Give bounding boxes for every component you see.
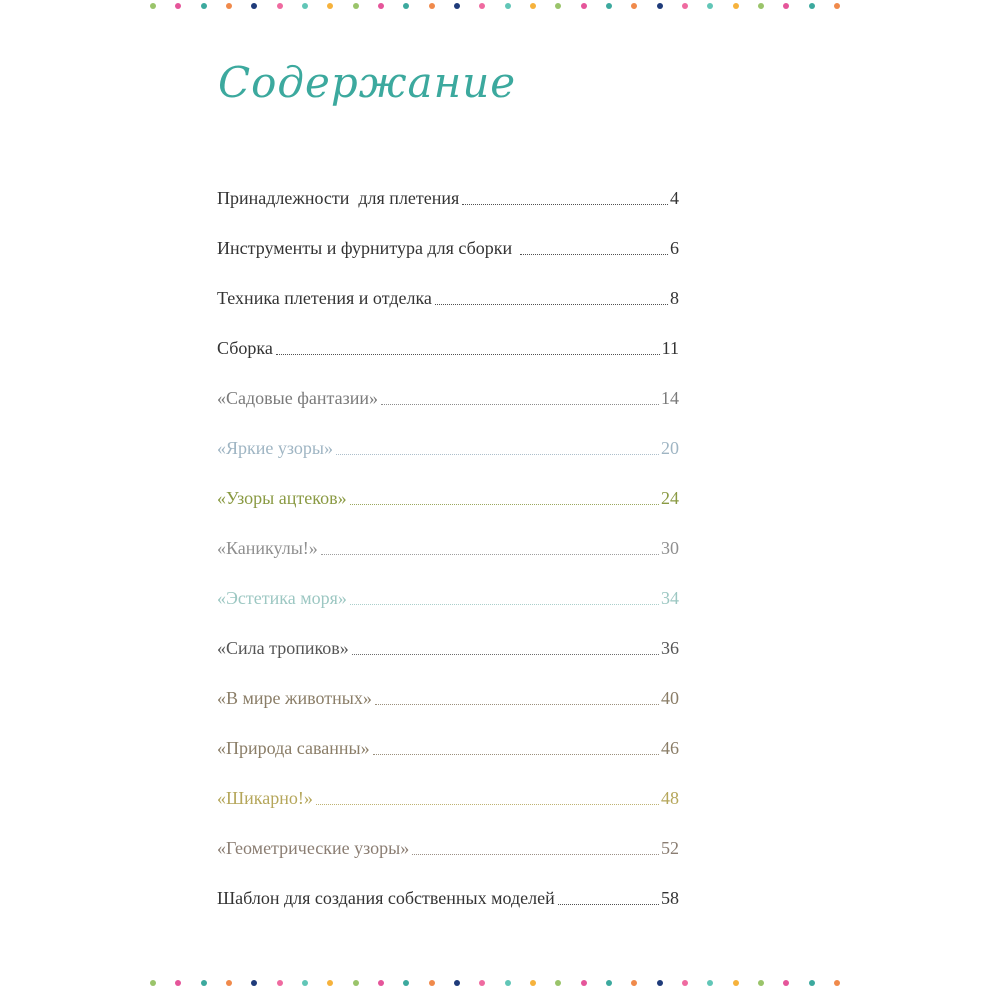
decor-dot [707, 980, 713, 986]
toc-dot-leader [350, 604, 659, 605]
toc-dot-leader [336, 454, 659, 455]
toc-entry [217, 260, 679, 310]
decor-dot [429, 980, 435, 986]
decor-dot [505, 980, 511, 986]
toc-entry-title: «В мире животных» [217, 688, 372, 708]
decor-dot [631, 3, 637, 9]
table-of-contents [217, 160, 679, 910]
decor-dot [378, 980, 384, 986]
toc-entry-title: Техника плетения и отделка [217, 288, 432, 308]
toc-entry [217, 460, 679, 510]
decor-dot [479, 3, 485, 9]
decor-dot [353, 3, 359, 9]
decor-dot [555, 980, 561, 986]
toc-entry-page-number: 11 [661, 338, 679, 358]
toc-entry-title: «Сила тропиков» [217, 638, 349, 658]
decor-dot [733, 980, 739, 986]
toc-entry [217, 660, 679, 710]
decor-dot [783, 3, 789, 9]
toc-dot-leader [352, 654, 659, 655]
decor-dot [479, 980, 485, 986]
toc-entry-title: Принадлежности для плетения [217, 188, 460, 208]
decor-dot [809, 980, 815, 986]
toc-entry-page-number: 8 [670, 288, 679, 308]
toc-entry-page-number: 46 [661, 738, 679, 758]
decor-dot [302, 3, 308, 9]
decor-dot [783, 980, 789, 986]
decor-dot [606, 980, 612, 986]
toc-entry [217, 710, 679, 760]
toc-entry-title: «Шикарно!» [217, 788, 313, 808]
toc-entry-page-number: 58 [661, 888, 679, 908]
decor-dot [327, 3, 333, 9]
decor-dot [733, 3, 739, 9]
decor-dot [581, 3, 587, 9]
toc-entry-page-number: 36 [661, 638, 679, 658]
decor-dot [201, 980, 207, 986]
toc-entry-page-number: 40 [661, 688, 679, 708]
toc-entry-title: «Яркие узоры» [217, 438, 333, 458]
toc-entry [217, 810, 679, 860]
decor-dot [226, 980, 232, 986]
decor-dot [758, 3, 764, 9]
decor-dot [834, 980, 840, 986]
toc-entry [217, 760, 679, 810]
toc-entry-title: «Каникулы!» [217, 538, 318, 558]
decor-dot [150, 3, 156, 9]
toc-entry-title: «Садовые фантазии» [217, 388, 378, 408]
toc-entry-title: «Узоры ацтеков» [217, 488, 347, 508]
toc-dot-leader [520, 254, 668, 255]
decor-dot [454, 3, 460, 9]
decor-dot [403, 980, 409, 986]
decor-dot [631, 980, 637, 986]
decor-dot [555, 3, 561, 9]
toc-dot-leader [381, 404, 659, 405]
decor-dot [327, 980, 333, 986]
decor-dot [150, 980, 156, 986]
decor-dot [581, 980, 587, 986]
toc-entry-title: «Природа саванны» [217, 738, 370, 758]
toc-dot-leader [412, 854, 659, 855]
toc-dot-leader [375, 704, 659, 705]
decor-dot [707, 3, 713, 9]
decor-dot [530, 3, 536, 9]
toc-entry-title: Сборка [217, 338, 273, 358]
toc-entry-page-number: 6 [670, 238, 679, 258]
decor-dot [403, 3, 409, 9]
toc-entry [217, 310, 679, 360]
decor-dot [682, 3, 688, 9]
decor-dot [277, 980, 283, 986]
toc-dot-leader [321, 554, 659, 555]
toc-dot-leader [373, 754, 659, 755]
decor-dot [226, 3, 232, 9]
toc-entry-page-number: 4 [670, 188, 679, 208]
toc-entry [217, 410, 679, 460]
decor-dot [606, 3, 612, 9]
toc-entry [217, 360, 679, 410]
decor-dot [657, 980, 663, 986]
toc-entry [217, 160, 679, 210]
page-title: Содержание [218, 58, 517, 107]
decor-dot [175, 980, 181, 986]
decor-dot [682, 980, 688, 986]
toc-entry-title: «Геометрические узоры» [217, 838, 410, 858]
toc-entry-title: Инструменты и фурнитура для сборки [217, 238, 517, 258]
toc-dot-leader [276, 354, 660, 355]
toc-entry [217, 560, 679, 610]
decor-dot [834, 3, 840, 9]
toc-dot-leader [435, 304, 668, 305]
toc-entry-page-number: 52 [661, 838, 679, 858]
toc-entry-page-number: 34 [661, 588, 679, 608]
decor-dot [454, 980, 460, 986]
toc-entry [217, 510, 679, 560]
toc-dot-leader [316, 804, 659, 805]
toc-entry-page-number: 24 [661, 488, 679, 508]
toc-entry [217, 210, 679, 260]
decor-dot [758, 980, 764, 986]
toc-entry-page-number: 20 [661, 438, 679, 458]
decor-dot [201, 3, 207, 9]
decor-dot [378, 3, 384, 9]
decor-dot [809, 3, 815, 9]
decor-dot [657, 3, 663, 9]
decor-dot [175, 3, 181, 9]
toc-entry-page-number: 30 [661, 538, 679, 558]
bottom-dot-border [150, 978, 840, 988]
decor-dot [530, 980, 536, 986]
toc-dot-leader [558, 904, 659, 905]
decor-dot [251, 3, 257, 9]
decor-dot [302, 980, 308, 986]
toc-entry-title: «Эстетика моря» [217, 588, 347, 608]
top-dot-border [150, 1, 840, 11]
toc-entry [217, 860, 679, 910]
decor-dot [251, 980, 257, 986]
decor-dot [505, 3, 511, 9]
toc-dot-leader [350, 504, 659, 505]
decor-dot [353, 980, 359, 986]
decor-dot [277, 3, 283, 9]
toc-entry [217, 610, 679, 660]
toc-dot-leader [462, 204, 668, 205]
toc-entry-page-number: 48 [661, 788, 679, 808]
toc-entry-title: Шаблон для создания собственных моделей [217, 888, 555, 908]
toc-entry-page-number: 14 [661, 388, 679, 408]
decor-dot [429, 3, 435, 9]
